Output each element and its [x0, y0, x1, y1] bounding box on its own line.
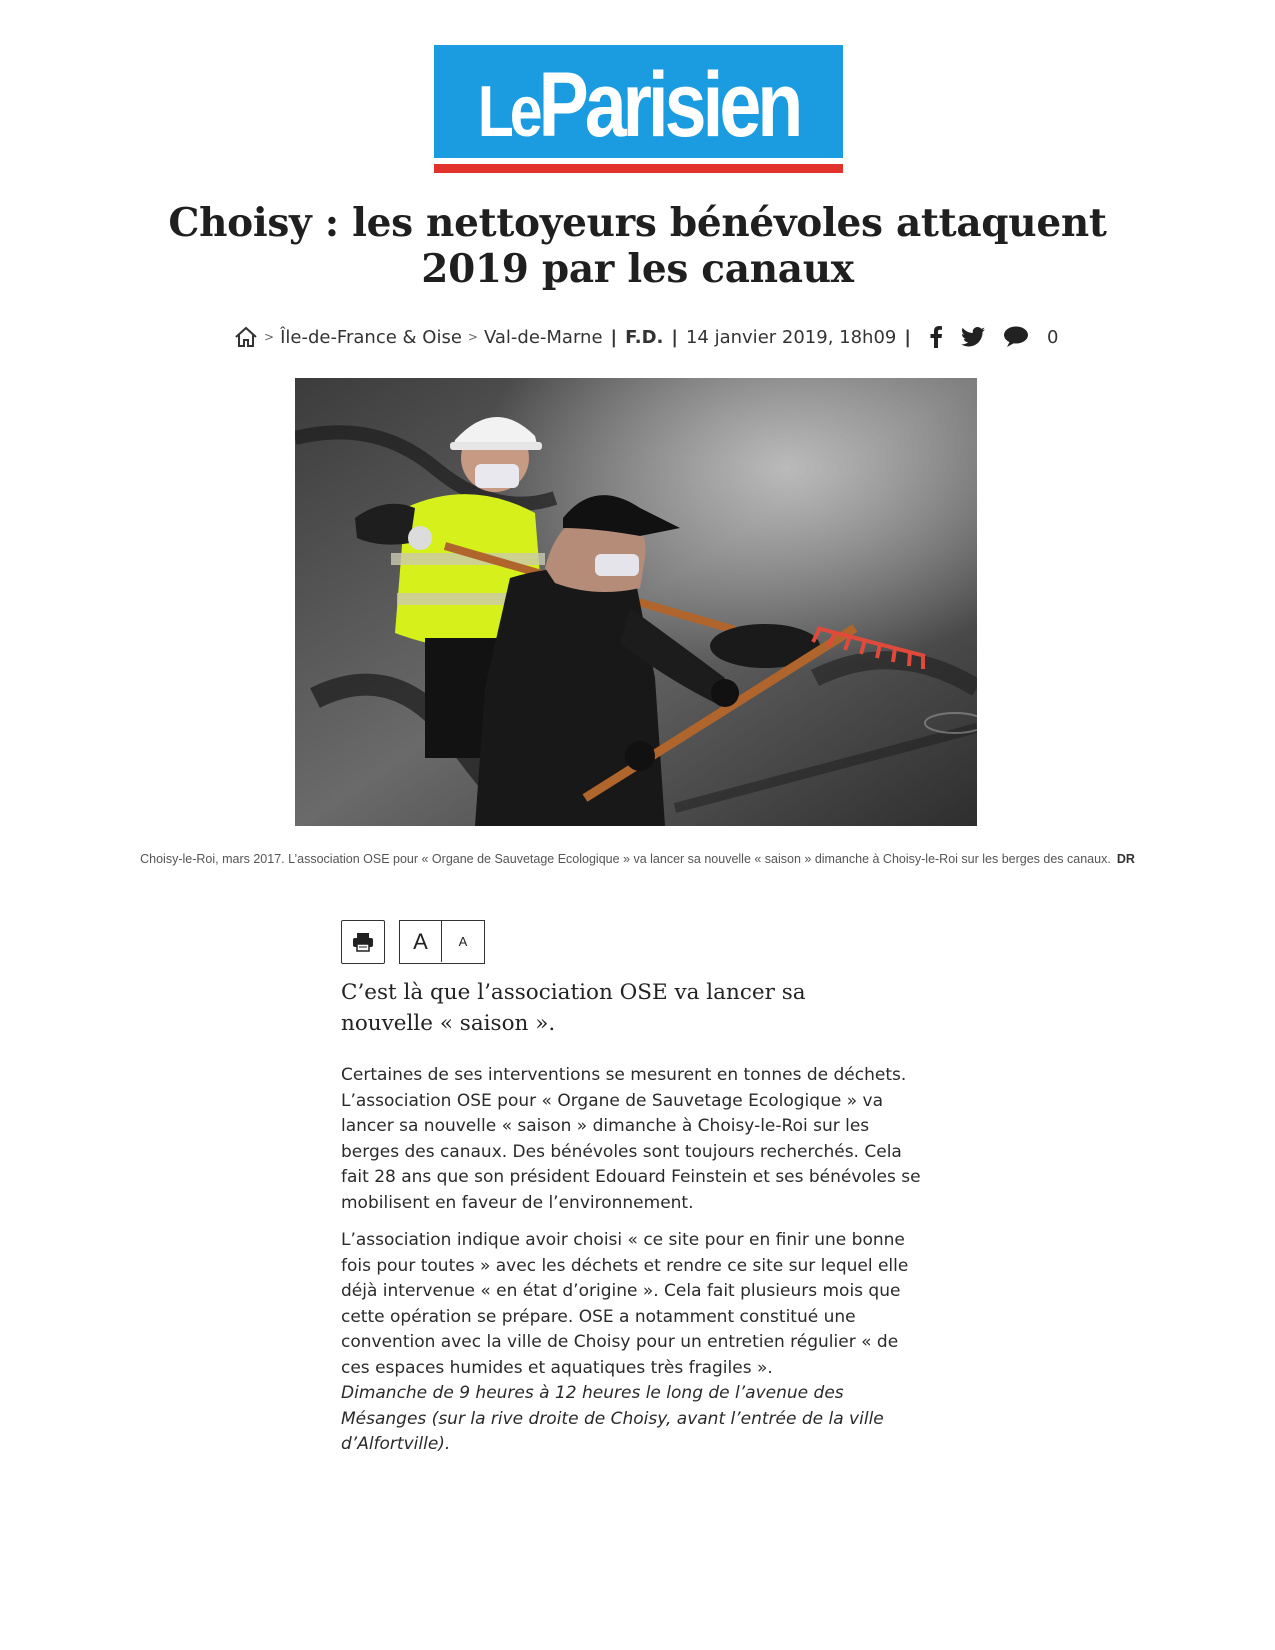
increase-font-button[interactable]: A — [400, 921, 442, 962]
logo-prefix: Le — [477, 72, 539, 152]
article-headline: Choisy : les nettoyeurs bénévoles attaquent 2019 par les canaux — [168, 200, 1107, 292]
divider: | — [671, 326, 678, 348]
paragraph-2 — [341, 1228, 921, 1458]
logo-name: Parisien — [538, 54, 800, 156]
breadcrumb-department[interactable]: Val-de-Marne — [483, 326, 603, 348]
comment-icon[interactable] — [1003, 326, 1029, 348]
font-size-controls — [399, 920, 485, 964]
author: F.D. — [625, 326, 664, 348]
paragraph-1: Certaines de ses interventions se mesurent en tonnes de déchets. L’association OSE pour « Organe de Sauvetage Ecologique » va lancer sa nouvelle « saison » dimanche à Choisy-le-Roi sur les berges des canaux. Des bénévoles sont toujours recherchés. Cela fait 28 ans que son président Edouard Feinstein et ses bénévoles se mobilisent en faveur de l’environnement. — [341, 1065, 921, 1213]
print-button[interactable] — [341, 920, 385, 964]
decrease-font-button[interactable]: A — [458, 934, 468, 949]
event-details: Dimanche de 9 heures à 12 heures le long de l’avenue des Mésanges (sur la rive droite de Choisy, avant l’entrée de la ville d’Alfortville). — [341, 1383, 884, 1454]
breadcrumb-region[interactable]: Île-de-France & Oise — [280, 326, 462, 348]
photo-caption — [120, 849, 1155, 869]
article-photo — [295, 378, 977, 826]
paragraph-2-text: L’association indique avoir choisi « ce site pour en finir une bonne fois pour toutes » avec les déchets et rendre ce site sur lequel elle déjà intervenue « en état d’origine ». Cela fait plusieurs mois que cette opération se prépare. OSE a notamment constitué une convention avec la ville de Choisy pour un entretien régulier « de ces espaces humides et aquatiques très fragiles ». — [341, 1230, 909, 1378]
divider: | — [904, 326, 911, 348]
caption-text: Choisy-le-Roi, mars 2017. L’association OSE pour « Organe de Sauvetage Ecologique » va lancer sa nouvelle « saison » dimanche à Choisy-le-Roi sur les berges des canaux. — [140, 852, 1111, 866]
comment-count[interactable]: 0 — [1046, 326, 1059, 348]
printer-icon — [352, 932, 374, 952]
article-body — [341, 1063, 921, 1470]
le-parisien-logo[interactable] — [434, 45, 843, 173]
twitter-icon[interactable] — [961, 327, 985, 347]
logo-red-bar — [434, 164, 843, 173]
facebook-icon[interactable] — [929, 326, 943, 348]
home-icon[interactable] — [234, 326, 258, 348]
breadcrumb-separator: > — [467, 330, 478, 344]
breadcrumb-separator: > — [264, 330, 275, 344]
divider: | — [610, 326, 618, 348]
article-meta — [234, 322, 1058, 352]
photo-credit: DR — [1116, 852, 1135, 866]
publish-date: 14 janvier 2019, 18h09 — [685, 326, 897, 348]
logo-text — [471, 55, 806, 162]
article-lead: C’est là que l’association OSE va lancer sa nouvelle « saison ». — [341, 980, 806, 1036]
article-toolbar — [341, 920, 485, 964]
